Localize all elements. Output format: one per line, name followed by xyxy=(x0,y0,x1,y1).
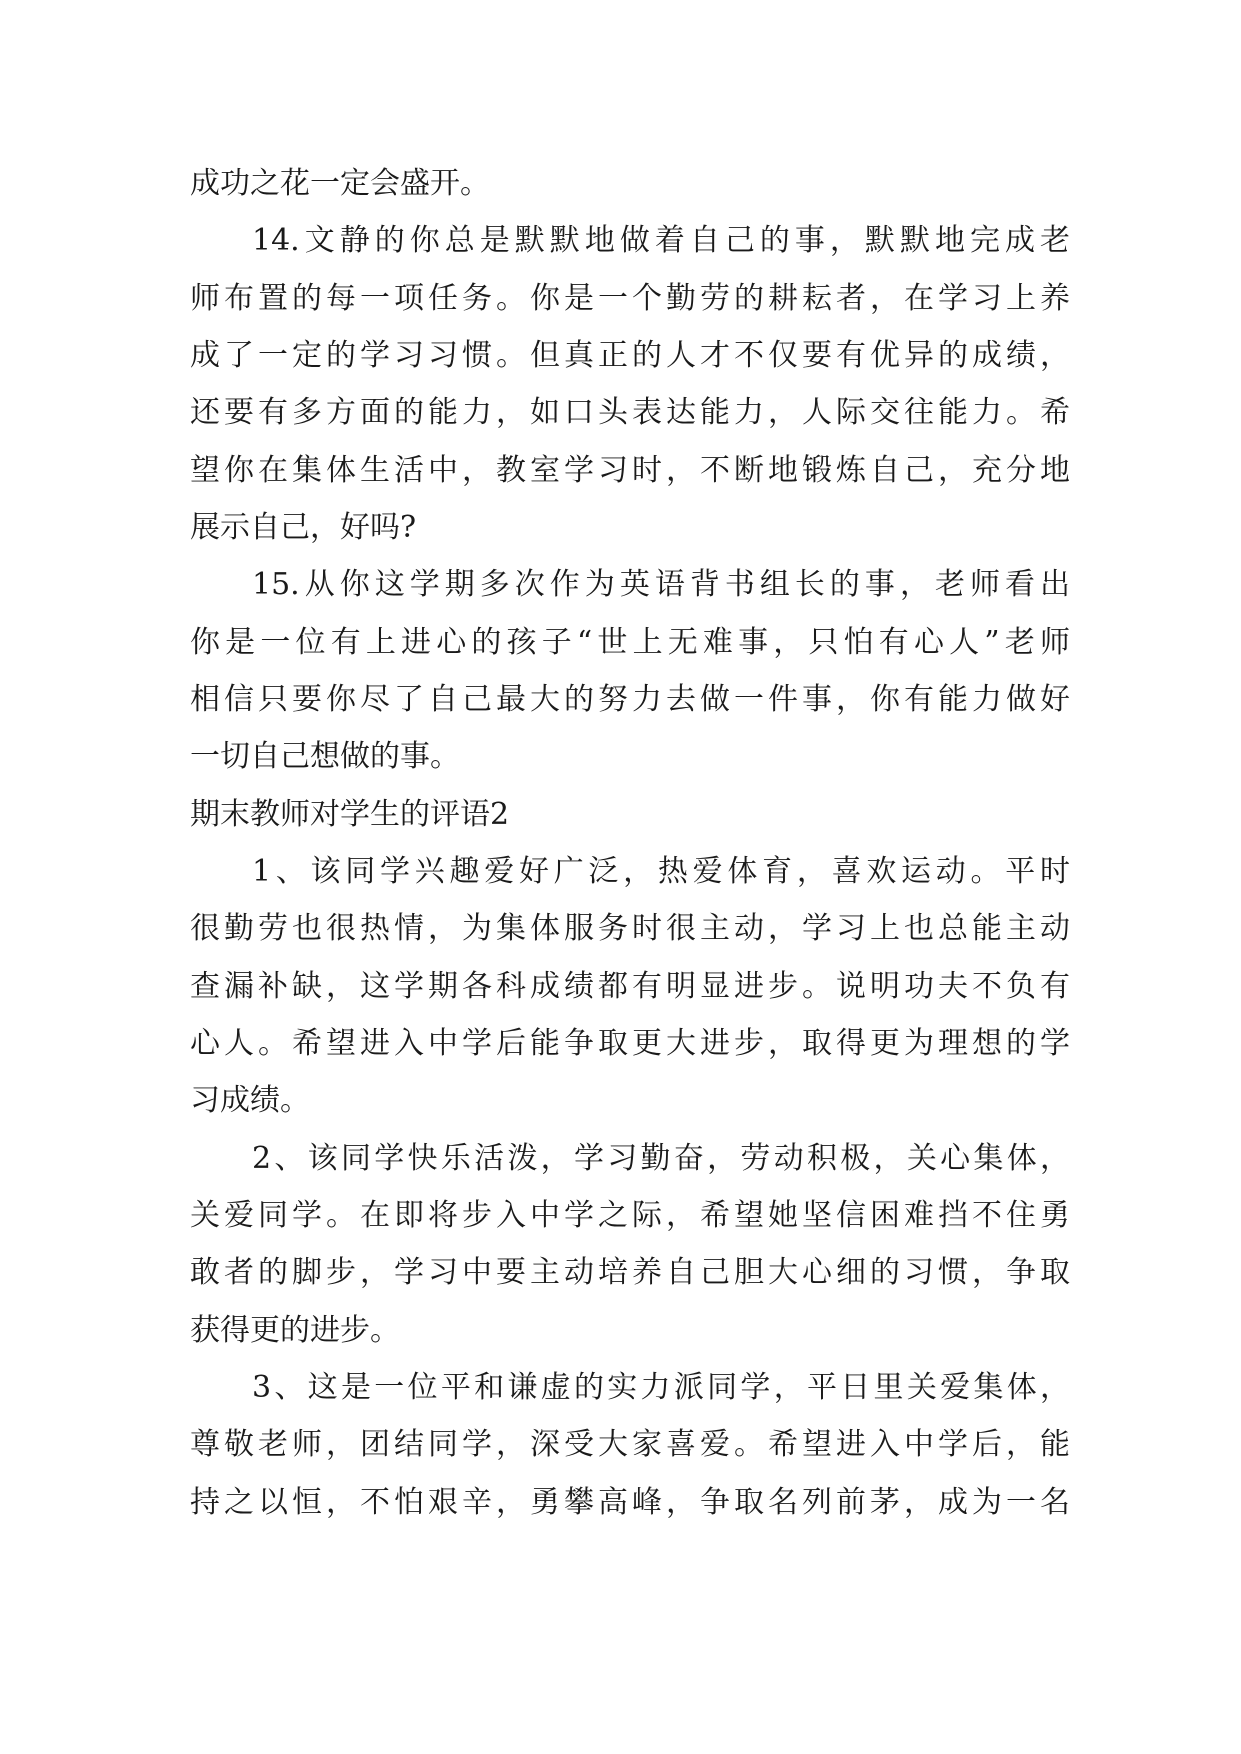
text-line: 尊敬老师，团结同学，深受大家喜爱。希望进入中学后，能 xyxy=(190,1427,1070,1462)
text-line: 很勤劳也很热情，为集体服务时很主动，学习上也总能主动 xyxy=(190,911,1070,946)
text-line: 15.从你这学期多次作为英语背书组长的事，老师看出 xyxy=(252,567,1070,602)
section-heading: 期末教师对学生的评语2 xyxy=(190,797,510,832)
text-line: 相信只要你尽了自己最大的努力去做一件事，你有能力做好 xyxy=(190,682,1070,717)
text-line: 成了一定的学习习惯。但真正的人才不仅要有优异的成绩， xyxy=(190,338,1070,373)
text-line: 还要有多方面的能力，如口头表达能力，人际交往能力。希 xyxy=(190,395,1070,430)
text-line: 习成绩。 xyxy=(190,1083,310,1118)
text-line: 持之以恒，不怕艰辛，勇攀高峰，争取名列前茅，成为一名 xyxy=(190,1485,1070,1520)
text-line: 1、该同学兴趣爱好广泛，热爱体育，喜欢运动。平时 xyxy=(252,854,1070,889)
text-line: 成功之花一定会盛开。 xyxy=(190,166,490,201)
text-line: 望你在集体生活中，教室学习时，不断地锻炼自己，充分地 xyxy=(190,453,1070,488)
text-line: 师布置的每一项任务。你是一个勤劳的耕耘者，在学习上养 xyxy=(190,281,1070,316)
text-line: 你是一位有上进心的孩子“世上无难事，只怕有心人”老师 xyxy=(190,625,1070,660)
text-line: 获得更的进步。 xyxy=(190,1313,400,1348)
text-line: 查漏补缺，这学期各科成绩都有明显进步。说明功夫不负有 xyxy=(190,969,1070,1004)
text-line: 关爱同学。在即将步入中学之际，希望她坚信困难挡不住勇 xyxy=(190,1198,1070,1233)
text-line: 3、这是一位平和谦虚的实力派同学，平日里关爱集体， xyxy=(252,1370,1070,1405)
text-line: 2、该同学快乐活泼，学习勤奋，劳动积极，关心集体， xyxy=(252,1141,1070,1176)
text-line: 展示自己，好吗? xyxy=(190,510,417,545)
text-line: 心人。希望进入中学后能争取更大进步，取得更为理想的学 xyxy=(190,1026,1070,1061)
text-line: 14.文静的你总是默默地做着自己的事，默默地完成老 xyxy=(252,223,1070,258)
text-line: 一切自己想做的事。 xyxy=(190,739,460,774)
text-line: 敢者的脚步，学习中要主动培养自己胆大心细的习惯，争取 xyxy=(190,1255,1070,1290)
